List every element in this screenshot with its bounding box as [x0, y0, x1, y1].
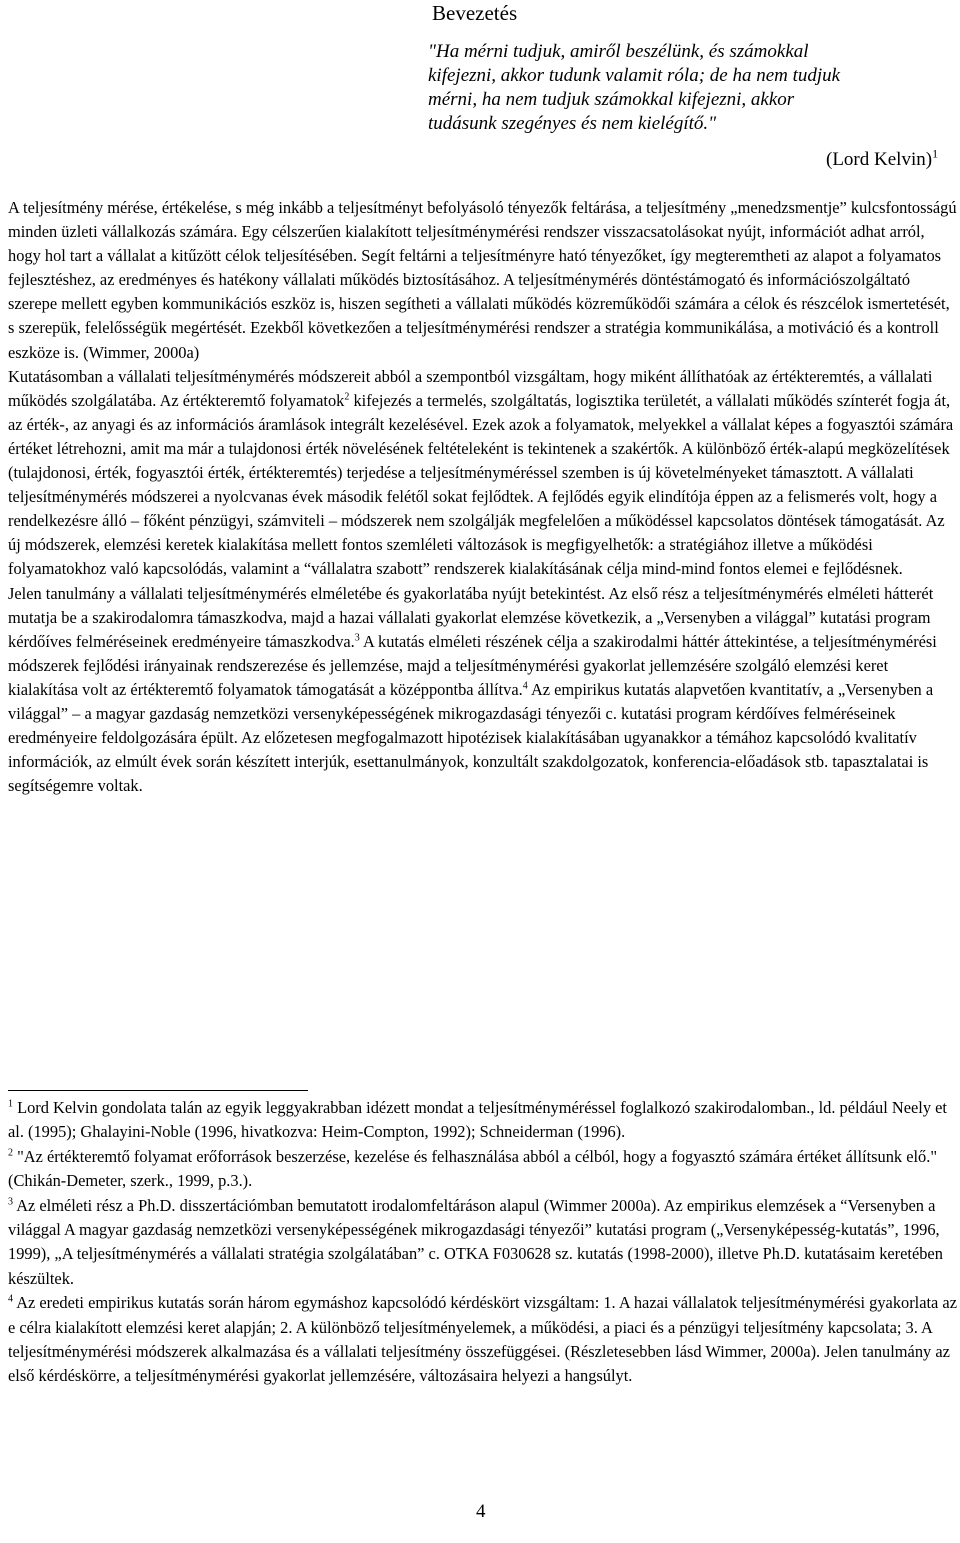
paragraph-1: A teljesítmény mérése, értékelése, s még inkább a teljesítményt befolyásoló tényezők feltárása, a teljesítmény „menedzsmentje” kulcsfontosságú minden üzleti vállalkozás számára. Egy célszerűen kialakított teljesítménymérési rendszer visszacsatolásokat nyújt, információt adhat arról, hogy hol tart a vállalat a kitűzött célok teljesítésében. Segít feltárni a teljesítményre ható tényezőket, így megteremtheti az alapot a folyamatos fejlesztéshez, az eredményes és hatékony vállalati működés biztosításához. A teljesítménymérés döntéstámogató és információszolgáltató szerepe mellett egyben kommunikációs eszköz is, hiszen segítheti a vállalati működés közreműködői számára a célok és részcélok ismertetését, s szerepük, felelősségük megértését. Ezekből következően a teljesítménymérési rendszer a stratégia kommunikálása, a motiváció és a kontroll eszköze is. (Wimmer, 2000a): [8, 198, 957, 362]
footnote-ref-4[interactable]: 4: [522, 680, 528, 692]
footnote-ref-2[interactable]: 2: [344, 391, 350, 403]
footnote-1: [8, 1096, 960, 1145]
paragraph-3: [8, 582, 960, 799]
footnote-ref-1[interactable]: 1: [932, 146, 939, 161]
paragraph-3-part-c: Az empirikus kutatás alapvetően kvantitatív, a „Versenyben a világgal” – a magyar gazdaság nemzetközi versenyképességének mikrogazdasági tényezői c. kutatási program kérdőíves felméréseinek eredményeire feldolgozására épült. Az előzetesen megfogalmazott hipotézisek kialakításában ugyanakkor a témához kapcsolódó kvalitatív információk, az elmúlt évek során készített interjúk, esettanulmányok, konzultált szakdolgozatok, konferencia-előadások stb. tapasztalatai is segítségemre voltak.: [8, 679, 934, 796]
footnote-2: [8, 1145, 960, 1194]
footnote-divider: [8, 1090, 308, 1091]
footnote-number: 3: [8, 1196, 13, 1208]
main-text: [8, 196, 960, 798]
epigraph-quote: "Ha mérni tudjuk, amiről beszélünk, és számokkal kifejezni, akkor tudunk valamit róla; de ha nem tudjuk mérni, ha nem tudjuk számokkal kifejezni, akkor tudásunk szegényes és nem kielégítő.": [428, 41, 841, 134]
section-heading: Bevezetés: [432, 1, 518, 25]
page-number: 4: [476, 1501, 486, 1522]
footnote-4: [8, 1291, 960, 1389]
footnote-3: [8, 1194, 960, 1292]
footnote-number: 2: [8, 1147, 13, 1159]
paragraph-2-part-a: Kutatásomban a vállalati teljesítménymérés módszereit abból a szempontból vizsgáltam, hogy miként állíthatóak az értékteremtés, a vállalati működés szolgálatába. Az értékteremtő folyamatok: [8, 366, 933, 410]
epigraph-attribution: [826, 148, 938, 172]
footnotes: [8, 1096, 960, 1389]
footnote-text: "Az értékteremtő folyamat erőforrások beszerzése, kezelése és felhasználása abból a célból, hogy a fogyasztó számára értéket állítsunk elő." (Chikán-Demeter, szerk., 1999, p.3.).: [8, 1146, 938, 1191]
footnote-number: 4: [8, 1293, 13, 1305]
paragraph-2-part-b: kifejezés a termelés, szolgáltatás, logisztika területét, a vállalati működés színterét fogja át, az érték-, az anyagi és az információs áramlások integrált kezelésével. Ezek azok a folyamatok, melyekkel a vállalat képes a fogyasztói számára értéket létrehozni, amit ma már a tulajdonosi érték növelésének feltételeként is tekintenek a szakértők. A különböző érték-alapú megközelítések (tulajdonosi, érték, fogyasztói érték, értékteremtés) terjedése a teljesítményméréssel szemben is új követelményeket támasztott. A vállalati teljesítménymérés módszerei a nyolcvanas évek második felétől sokat fejlődtek. A fejlődés egyik elindítója éppen az a felismerés volt, hogy a rendelkezésre álló – főként pénzügyi, számviteli – módszerek nem szolgálják megfelelően a működéssel kapcsolatos döntések támogatását. Az új módszerek, elemzési keretek kialakítása mellett fontos szemléleti változások is megfigyelhetők: a stratégiához illetve a működési folyamatokhoz való kapcsolódás, valamint a “vállalatra szabott” rendszerek kialakításának célja mind-mind fontos elemei e fejlődésnek.: [8, 390, 954, 579]
footnote-text: Lord Kelvin gondolata talán az egyik leggyakrabban idézett mondat a teljesítményméréssel foglalkozó szakirodalomban., ld. például Neely et al. (1995); Ghalayini-Noble (1996, hivatkozva: Heim-Compton, 1992); Schneiderman (1996).: [8, 1098, 947, 1142]
paragraph-3-part-a: Jelen tanulmány a vállalati teljesítménymérés elméletébe és gyakorlatába nyújt betekintést. Az első rész a teljesítménymérés elméleti hátterét mutatja be a szakirodalomra támaszkodva, majd a hazai vállalati gyakorlat elemzése következik, a „Versenyben a világgal” kutatási program kérdőíves felméréseinek eredményeire támaszkodva.: [8, 583, 934, 651]
attribution-text: (Lord Kelvin): [826, 149, 933, 170]
paragraph-2: [8, 365, 960, 582]
footnote-text: Az elméleti rész a Ph.D. disszertációmban bemutatott irodalomfeltáráson alapul (Wimmer 2000a). Az empirikus elemzések a “Versenyben a világgal A magyar gazdaság nemzetközi versenyképességének mikrogazdasági tényezői” kutatási program („Versenyképesség-kutatás”, 1996, 1999), „A teljesítménymérés a vállalati stratégia szolgálatában” c. OTKA F030628 sz. kutatás (1998-2000), illetve Ph.D. kutatásaim keretében készültek.: [8, 1195, 943, 1288]
footnote-ref-3[interactable]: 3: [354, 632, 360, 644]
footnote-number: 1: [8, 1098, 13, 1110]
paragraph-3-part-b: A kutatás elméleti részének célja a szakirodalmi háttér áttekintése, a teljesítménymérési módszerek fejlődési irányainak rendszerezése és jellemzése, majd a teljesítménymérési gyakorlat jellemzésére szolgáló elemzési keret kialakítása volt az értékteremtő folyamatok támogatását a középpontba állítva.: [8, 631, 937, 699]
footnote-text: Az eredeti empirikus kutatás során három egymáshoz kapcsolódó kérdéskört vizsgáltam: 1. A hazai vállalatok teljesítménymérési gyakorlata az e célra kialakított elemzési keret alapján; 2. A különböző teljesítményelemek, a működési, a piaci és a pénzügyi teljesítmény kapcsolata; 3. A teljesítménymérési módszerek alkalmazása és a vállalati teljesítmény összefüggései. (Részletesebben lásd Wimmer, 2000a). Jelen tanulmány az első kérdéskörre, a teljesítménymérési gyakorlat jellemzésére, változásaira helyezi a hangsúlyt.: [8, 1293, 957, 1386]
